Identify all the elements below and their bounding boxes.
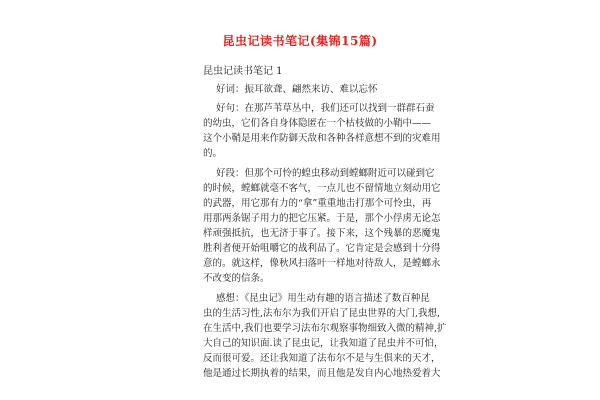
good-sentence-line: 好句：在那芦苇草丛中，我们还可以找到一群群石蚕 — [216, 103, 435, 114]
good-paragraph-line: 好段：但那个可怜的蝗虫移动到螳螂附近可以碰到它 — [216, 168, 435, 179]
document-subtitle: 昆虫记读书笔记 1 — [203, 66, 283, 77]
body-line: 不改变的信条。 — [203, 273, 270, 284]
body-line: 的。 — [203, 148, 223, 159]
body-line: 的幼虫，它们各自身体隐匿在一个枯枝做的小鞘中—— — [203, 118, 432, 129]
body-line: 这个小鞘是用来作防御天敌和各种各样意想不到的灾难用 — [203, 133, 441, 144]
good-words-line: 好词：振耳欲聋、翩然来访、难以忘怀 — [216, 84, 378, 95]
body-line: 在生活中,我们也要学习法布尔观察事物细致入微的精神,扩 — [203, 323, 447, 334]
body-line: 反而很可爱。还让我知道了法布尔不是与生俱来的天才， — [203, 353, 441, 364]
body-line: 样顽强抵抗，也无济于事了。接下来，这个残暴的恶魔鬼 — [203, 228, 441, 239]
body-line: 用那两条锯子用力的把它压紧。于是，那个小俘虏无论怎 — [203, 213, 441, 224]
body-line: 的时候，螳螂就毫不客气，一点儿也不留情地立刻动用它 — [203, 183, 441, 194]
body-line: 意的。就这样，像秋风扫落叶一样地对待敌人，是螳螂永 — [203, 258, 441, 269]
body-line: 大自己的知识面.读了昆虫记，让我知道了昆虫并不可怕， — [203, 338, 444, 349]
body-line: 的武器，用它那有力的“拿”重重地击打那个可怜虫，再 — [203, 198, 432, 209]
reflection-line: 感想：《昆虫记》用生动有趣的语言描述了数百种昆 — [216, 293, 430, 304]
body-line: 胜利者便开始咀嚼它的战利品了。它肯定是会感到十分得 — [203, 243, 441, 254]
body-line: 他是通过长期执着的结果，而且他是发自内心地热爱着大 — [203, 368, 441, 379]
document-title: 昆虫记读书笔记(集锦15篇) — [222, 34, 378, 48]
body-line: 虫的生活习性,法布尔为我们开启了昆虫世界的大门,我想, — [203, 308, 441, 319]
